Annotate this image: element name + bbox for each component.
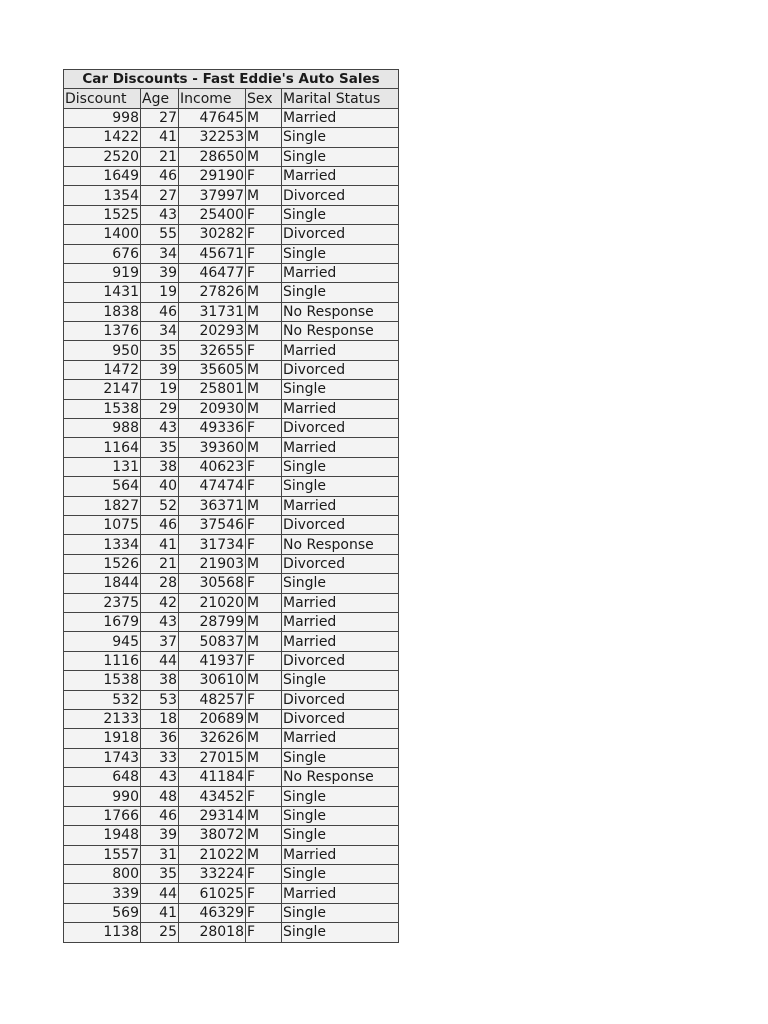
income-cell: 37546 bbox=[179, 515, 246, 534]
table-row bbox=[64, 225, 399, 244]
income-cell: 21022 bbox=[179, 845, 246, 864]
table-row bbox=[64, 709, 399, 728]
marital-status-cell: Divorced bbox=[282, 709, 399, 728]
discount-cell: 950 bbox=[64, 341, 141, 360]
income-cell: 32626 bbox=[179, 729, 246, 748]
marital-status-cell: Married bbox=[282, 341, 399, 360]
discount-cell: 945 bbox=[64, 632, 141, 651]
income-cell: 28018 bbox=[179, 923, 246, 942]
table-row bbox=[64, 826, 399, 845]
table-row bbox=[64, 166, 399, 185]
discount-cell: 1538 bbox=[64, 671, 141, 690]
sex-cell: M bbox=[246, 302, 282, 321]
sex-cell: F bbox=[246, 225, 282, 244]
table-row bbox=[64, 186, 399, 205]
age-cell: 31 bbox=[141, 845, 179, 864]
age-cell: 41 bbox=[141, 128, 179, 147]
sex-cell: M bbox=[246, 729, 282, 748]
sex-cell: M bbox=[246, 128, 282, 147]
age-cell: 43 bbox=[141, 205, 179, 224]
discount-cell: 1827 bbox=[64, 496, 141, 515]
marital-status-cell: Married bbox=[282, 884, 399, 903]
age-cell: 36 bbox=[141, 729, 179, 748]
sex-cell: F bbox=[246, 768, 282, 787]
marital-status-cell: Married bbox=[282, 263, 399, 282]
table-row bbox=[64, 147, 399, 166]
income-cell: 20293 bbox=[179, 322, 246, 341]
discount-cell: 131 bbox=[64, 457, 141, 476]
income-cell: 48257 bbox=[179, 690, 246, 709]
income-cell: 28799 bbox=[179, 612, 246, 631]
marital-status-cell: Married bbox=[282, 632, 399, 651]
sex-cell: M bbox=[246, 845, 282, 864]
marital-status-cell: Married bbox=[282, 166, 399, 185]
discount-cell: 1431 bbox=[64, 283, 141, 302]
discount-cell: 1354 bbox=[64, 186, 141, 205]
table-row bbox=[64, 671, 399, 690]
sex-cell: M bbox=[246, 748, 282, 767]
discount-cell: 676 bbox=[64, 244, 141, 263]
sex-cell: F bbox=[246, 205, 282, 224]
discount-cell: 569 bbox=[64, 903, 141, 922]
table-row bbox=[64, 496, 399, 515]
income-cell: 36371 bbox=[179, 496, 246, 515]
table-row bbox=[64, 574, 399, 593]
age-cell: 35 bbox=[141, 865, 179, 884]
income-cell: 29314 bbox=[179, 806, 246, 825]
table-row bbox=[64, 244, 399, 263]
age-cell: 41 bbox=[141, 535, 179, 554]
discount-cell: 990 bbox=[64, 787, 141, 806]
age-cell: 29 bbox=[141, 399, 179, 418]
marital-status-cell: No Response bbox=[282, 322, 399, 341]
marital-status-cell: Divorced bbox=[282, 186, 399, 205]
income-cell: 20930 bbox=[179, 399, 246, 418]
age-cell: 35 bbox=[141, 438, 179, 457]
marital-status-cell: Married bbox=[282, 399, 399, 418]
marital-status-cell: Single bbox=[282, 923, 399, 942]
table-row bbox=[64, 787, 399, 806]
age-cell: 39 bbox=[141, 360, 179, 379]
age-cell: 34 bbox=[141, 244, 179, 263]
sex-cell: M bbox=[246, 826, 282, 845]
marital-status-cell: Married bbox=[282, 612, 399, 631]
discount-cell: 1075 bbox=[64, 515, 141, 534]
column-header-income: Income bbox=[179, 89, 246, 108]
age-cell: 43 bbox=[141, 612, 179, 631]
age-cell: 48 bbox=[141, 787, 179, 806]
table-row bbox=[64, 651, 399, 670]
age-cell: 42 bbox=[141, 593, 179, 612]
income-cell: 35605 bbox=[179, 360, 246, 379]
discount-cell: 532 bbox=[64, 690, 141, 709]
discount-cell: 2375 bbox=[64, 593, 141, 612]
discount-cell: 1844 bbox=[64, 574, 141, 593]
sex-cell: M bbox=[246, 283, 282, 302]
income-cell: 37997 bbox=[179, 186, 246, 205]
table-row bbox=[64, 419, 399, 438]
table-row bbox=[64, 205, 399, 224]
age-cell: 43 bbox=[141, 419, 179, 438]
marital-status-cell: Married bbox=[282, 438, 399, 457]
sex-cell: F bbox=[246, 651, 282, 670]
marital-status-cell: Single bbox=[282, 283, 399, 302]
sex-cell: M bbox=[246, 496, 282, 515]
age-cell: 52 bbox=[141, 496, 179, 515]
sex-cell: M bbox=[246, 671, 282, 690]
table-row bbox=[64, 554, 399, 573]
sex-cell: F bbox=[246, 244, 282, 263]
marital-status-cell: Single bbox=[282, 865, 399, 884]
sex-cell: M bbox=[246, 709, 282, 728]
income-cell: 46329 bbox=[179, 903, 246, 922]
sex-cell: F bbox=[246, 419, 282, 438]
discount-cell: 1679 bbox=[64, 612, 141, 631]
income-cell: 41184 bbox=[179, 768, 246, 787]
income-cell: 29190 bbox=[179, 166, 246, 185]
marital-status-cell: Single bbox=[282, 205, 399, 224]
sex-cell: F bbox=[246, 457, 282, 476]
age-cell: 21 bbox=[141, 147, 179, 166]
marital-status-cell: Divorced bbox=[282, 225, 399, 244]
table-row bbox=[64, 322, 399, 341]
income-cell: 25801 bbox=[179, 380, 246, 399]
marital-status-cell: Divorced bbox=[282, 554, 399, 573]
age-cell: 28 bbox=[141, 574, 179, 593]
income-cell: 30282 bbox=[179, 225, 246, 244]
sex-cell: F bbox=[246, 263, 282, 282]
sex-cell: F bbox=[246, 865, 282, 884]
marital-status-cell: Divorced bbox=[282, 419, 399, 438]
table-row bbox=[64, 283, 399, 302]
income-cell: 25400 bbox=[179, 205, 246, 224]
marital-status-cell: Married bbox=[282, 496, 399, 515]
sex-cell: M bbox=[246, 322, 282, 341]
discount-cell: 1948 bbox=[64, 826, 141, 845]
discount-cell: 1334 bbox=[64, 535, 141, 554]
table-row bbox=[64, 535, 399, 554]
discount-cell: 1538 bbox=[64, 399, 141, 418]
discount-cell: 1116 bbox=[64, 651, 141, 670]
income-cell: 21903 bbox=[179, 554, 246, 573]
table-row bbox=[64, 515, 399, 534]
discount-cell: 2133 bbox=[64, 709, 141, 728]
age-cell: 25 bbox=[141, 923, 179, 942]
marital-status-cell: Single bbox=[282, 903, 399, 922]
discount-cell: 1138 bbox=[64, 923, 141, 942]
age-cell: 38 bbox=[141, 671, 179, 690]
marital-status-cell: Single bbox=[282, 457, 399, 476]
sex-cell: F bbox=[246, 923, 282, 942]
sex-cell: M bbox=[246, 612, 282, 631]
sex-cell: M bbox=[246, 108, 282, 127]
income-cell: 32253 bbox=[179, 128, 246, 147]
sex-cell: M bbox=[246, 593, 282, 612]
marital-status-cell: Single bbox=[282, 128, 399, 147]
marital-status-cell: Single bbox=[282, 671, 399, 690]
income-cell: 47645 bbox=[179, 108, 246, 127]
sex-cell: M bbox=[246, 186, 282, 205]
income-cell: 21020 bbox=[179, 593, 246, 612]
marital-status-cell: No Response bbox=[282, 768, 399, 787]
table-row bbox=[64, 884, 399, 903]
table-row bbox=[64, 341, 399, 360]
table-row bbox=[64, 690, 399, 709]
income-cell: 27826 bbox=[179, 283, 246, 302]
age-cell: 34 bbox=[141, 322, 179, 341]
sex-cell: F bbox=[246, 515, 282, 534]
table-row bbox=[64, 457, 399, 476]
discount-cell: 2147 bbox=[64, 380, 141, 399]
sex-cell: M bbox=[246, 147, 282, 166]
table-row bbox=[64, 438, 399, 457]
age-cell: 43 bbox=[141, 768, 179, 787]
table-row bbox=[64, 399, 399, 418]
marital-status-cell: Single bbox=[282, 477, 399, 496]
marital-status-cell: Divorced bbox=[282, 690, 399, 709]
marital-status-cell: Single bbox=[282, 147, 399, 166]
sex-cell: F bbox=[246, 787, 282, 806]
income-cell: 61025 bbox=[179, 884, 246, 903]
age-cell: 27 bbox=[141, 186, 179, 205]
income-cell: 40623 bbox=[179, 457, 246, 476]
discount-cell: 1472 bbox=[64, 360, 141, 379]
sex-cell: M bbox=[246, 360, 282, 379]
sex-cell: F bbox=[246, 903, 282, 922]
marital-status-cell: Divorced bbox=[282, 515, 399, 534]
discount-cell: 1164 bbox=[64, 438, 141, 457]
marital-status-cell: Single bbox=[282, 826, 399, 845]
table-row bbox=[64, 593, 399, 612]
table-row bbox=[64, 845, 399, 864]
income-cell: 47474 bbox=[179, 477, 246, 496]
sex-cell: F bbox=[246, 166, 282, 185]
income-cell: 31731 bbox=[179, 302, 246, 321]
sex-cell: F bbox=[246, 341, 282, 360]
marital-status-cell: Married bbox=[282, 845, 399, 864]
column-header-sex: Sex bbox=[246, 89, 282, 108]
income-cell: 43452 bbox=[179, 787, 246, 806]
sex-cell: M bbox=[246, 806, 282, 825]
marital-status-cell: Single bbox=[282, 380, 399, 399]
income-cell: 30610 bbox=[179, 671, 246, 690]
discount-cell: 2520 bbox=[64, 147, 141, 166]
income-cell: 33224 bbox=[179, 865, 246, 884]
table-row bbox=[64, 263, 399, 282]
table-row bbox=[64, 903, 399, 922]
marital-status-cell: Single bbox=[282, 574, 399, 593]
data-table bbox=[63, 69, 399, 943]
age-cell: 39 bbox=[141, 826, 179, 845]
table-row bbox=[64, 865, 399, 884]
age-cell: 38 bbox=[141, 457, 179, 476]
discount-cell: 800 bbox=[64, 865, 141, 884]
discount-cell: 1918 bbox=[64, 729, 141, 748]
income-cell: 39360 bbox=[179, 438, 246, 457]
age-cell: 39 bbox=[141, 263, 179, 282]
age-cell: 21 bbox=[141, 554, 179, 573]
marital-status-cell: Single bbox=[282, 787, 399, 806]
marital-status-cell: Married bbox=[282, 108, 399, 127]
table-body bbox=[64, 108, 399, 942]
discount-cell: 988 bbox=[64, 419, 141, 438]
column-header-age: Age bbox=[141, 89, 179, 108]
income-cell: 38072 bbox=[179, 826, 246, 845]
column-header-marital-status: Marital Status bbox=[282, 89, 399, 108]
age-cell: 18 bbox=[141, 709, 179, 728]
marital-status-cell: Divorced bbox=[282, 360, 399, 379]
discount-cell: 339 bbox=[64, 884, 141, 903]
sex-cell: M bbox=[246, 632, 282, 651]
age-cell: 27 bbox=[141, 108, 179, 127]
discount-cell: 919 bbox=[64, 263, 141, 282]
age-cell: 46 bbox=[141, 166, 179, 185]
table-row bbox=[64, 380, 399, 399]
discount-cell: 1525 bbox=[64, 205, 141, 224]
income-cell: 45671 bbox=[179, 244, 246, 263]
marital-status-cell: Married bbox=[282, 593, 399, 612]
age-cell: 41 bbox=[141, 903, 179, 922]
discount-cell: 1557 bbox=[64, 845, 141, 864]
discount-cell: 1526 bbox=[64, 554, 141, 573]
income-cell: 31734 bbox=[179, 535, 246, 554]
table-row bbox=[64, 748, 399, 767]
table-row bbox=[64, 806, 399, 825]
sex-cell: F bbox=[246, 477, 282, 496]
marital-status-cell: Single bbox=[282, 806, 399, 825]
table-title: Car Discounts - Fast Eddie's Auto Sales bbox=[64, 70, 399, 89]
age-cell: 44 bbox=[141, 884, 179, 903]
marital-status-cell: No Response bbox=[282, 535, 399, 554]
income-cell: 30568 bbox=[179, 574, 246, 593]
sex-cell: M bbox=[246, 554, 282, 573]
age-cell: 53 bbox=[141, 690, 179, 709]
sex-cell: M bbox=[246, 380, 282, 399]
sex-cell: F bbox=[246, 690, 282, 709]
table-row bbox=[64, 923, 399, 942]
marital-status-cell: Divorced bbox=[282, 651, 399, 670]
age-cell: 46 bbox=[141, 806, 179, 825]
marital-status-cell: Married bbox=[282, 729, 399, 748]
discount-cell: 1743 bbox=[64, 748, 141, 767]
income-cell: 49336 bbox=[179, 419, 246, 438]
marital-status-cell: No Response bbox=[282, 302, 399, 321]
discount-cell: 998 bbox=[64, 108, 141, 127]
discount-cell: 564 bbox=[64, 477, 141, 496]
age-cell: 40 bbox=[141, 477, 179, 496]
income-cell: 50837 bbox=[179, 632, 246, 651]
table-row bbox=[64, 128, 399, 147]
table-row bbox=[64, 360, 399, 379]
age-cell: 19 bbox=[141, 380, 179, 399]
age-cell: 37 bbox=[141, 632, 179, 651]
age-cell: 44 bbox=[141, 651, 179, 670]
table-row bbox=[64, 108, 399, 127]
discount-cell: 1838 bbox=[64, 302, 141, 321]
column-header-discount: Discount bbox=[64, 89, 141, 108]
sex-cell: F bbox=[246, 535, 282, 554]
income-cell: 32655 bbox=[179, 341, 246, 360]
age-cell: 33 bbox=[141, 748, 179, 767]
discount-cell: 1766 bbox=[64, 806, 141, 825]
age-cell: 35 bbox=[141, 341, 179, 360]
table-row bbox=[64, 477, 399, 496]
table-row bbox=[64, 729, 399, 748]
income-cell: 41937 bbox=[179, 651, 246, 670]
discount-cell: 1376 bbox=[64, 322, 141, 341]
income-cell: 28650 bbox=[179, 147, 246, 166]
sex-cell: F bbox=[246, 884, 282, 903]
marital-status-cell: Single bbox=[282, 244, 399, 263]
income-cell: 20689 bbox=[179, 709, 246, 728]
discount-cell: 648 bbox=[64, 768, 141, 787]
discount-cell: 1400 bbox=[64, 225, 141, 244]
income-cell: 46477 bbox=[179, 263, 246, 282]
table-row bbox=[64, 632, 399, 651]
marital-status-cell: Single bbox=[282, 748, 399, 767]
table-row bbox=[64, 768, 399, 787]
table-row bbox=[64, 612, 399, 631]
sex-cell: F bbox=[246, 574, 282, 593]
age-cell: 55 bbox=[141, 225, 179, 244]
sex-cell: M bbox=[246, 438, 282, 457]
age-cell: 46 bbox=[141, 515, 179, 534]
age-cell: 46 bbox=[141, 302, 179, 321]
age-cell: 19 bbox=[141, 283, 179, 302]
sex-cell: M bbox=[246, 399, 282, 418]
discount-cell: 1649 bbox=[64, 166, 141, 185]
discount-cell: 1422 bbox=[64, 128, 141, 147]
income-cell: 27015 bbox=[179, 748, 246, 767]
table-row bbox=[64, 302, 399, 321]
